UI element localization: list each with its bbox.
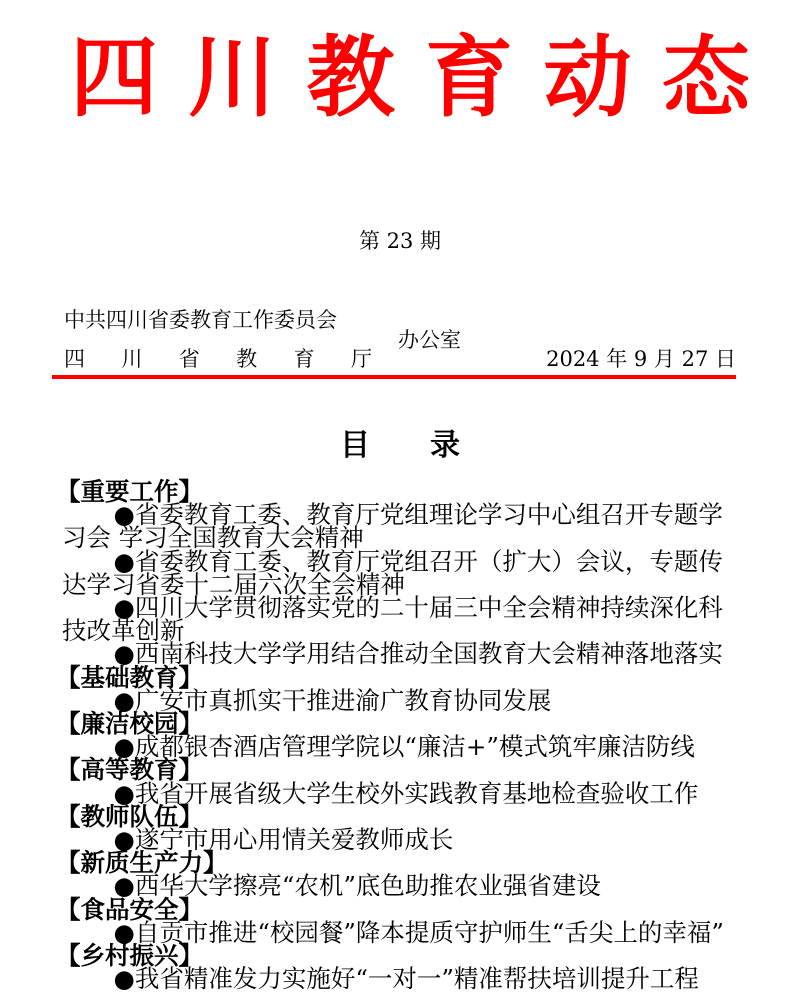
title-char: 育: [425, 26, 514, 129]
org-char: 省: [178, 347, 200, 371]
red-divider: [52, 375, 736, 379]
title-char: 态: [661, 26, 750, 129]
toc-item[interactable]: ●广安市真抓实干推进渝广教育协同发展: [113, 685, 552, 715]
title-char: 四: [70, 26, 159, 129]
office-label: 办公室: [398, 328, 461, 352]
toc-item[interactable]: ●我省精准发力实施好“一对一”精准帮扶培训提升工程: [113, 964, 699, 994]
org-char: 厅: [350, 347, 372, 371]
toc-item[interactable]: ●西华大学擦亮“农机”底色助推农业强省建设: [113, 871, 601, 901]
org-line-1: 中共四川省委教育工作委员会: [64, 308, 337, 332]
org-line-2: [64, 343, 372, 373]
toc-item[interactable]: ●省委教育工委、教育厅党组召开（扩大）会议，专题传达学习省委十二届六次全会精神: [62, 546, 723, 599]
title-char: 川: [188, 26, 277, 129]
toc-section-heading: 【乡村振兴】: [56, 941, 203, 971]
publication-title: [70, 28, 750, 128]
toc-section-heading: 【重要工作】: [56, 477, 203, 506]
toc-title: 目录: [340, 428, 520, 463]
org-char: 四: [64, 347, 85, 371]
org-char: 教: [236, 347, 258, 371]
toc-item[interactable]: ●成都银杏酒店管理学院以“廉洁+”模式筑牢廉洁防线: [113, 732, 695, 762]
toc-item[interactable]: ●遂宁市用心用情关爱教师成长: [113, 825, 454, 855]
toc-section-heading: 【新质生产力】: [56, 848, 228, 878]
toc-section-heading: 【食品安全】: [56, 894, 203, 924]
toc-item[interactable]: ●四川大学贯彻落实党的二十届三中全会精神持续深化科技改革创新: [62, 593, 723, 646]
title-char: 教: [306, 26, 395, 129]
issue-number: 第 23 期: [358, 229, 442, 253]
title-char: 动: [543, 26, 632, 129]
toc-section-heading: 【廉洁校园】: [56, 709, 203, 739]
table-of-contents: [56, 477, 742, 994]
toc-section-heading: 【高等教育】: [56, 755, 203, 785]
toc-section-heading: 【教师队伍】: [56, 801, 203, 831]
toc-item[interactable]: ●自贡市推进“校园餐”降本提质守护师生“舌尖上的幸福”: [113, 917, 724, 947]
toc-item[interactable]: ●我省开展省级大学生校外实践教育基地检查验收工作: [113, 778, 699, 808]
org-char: 育: [293, 347, 315, 371]
toc-item[interactable]: ●省委教育工委、教育厅党组理论学习中心组召开专题学习会 学习全国教育大会精神: [62, 500, 723, 553]
toc-section-heading: 【基础教育】: [56, 662, 203, 692]
issue-date: 2024 年 9 月 27 日: [546, 347, 736, 371]
org-char: 川: [121, 347, 143, 371]
toc-item[interactable]: ●西南科技大学学用结合推动全国教育大会精神落地落实: [113, 639, 723, 669]
